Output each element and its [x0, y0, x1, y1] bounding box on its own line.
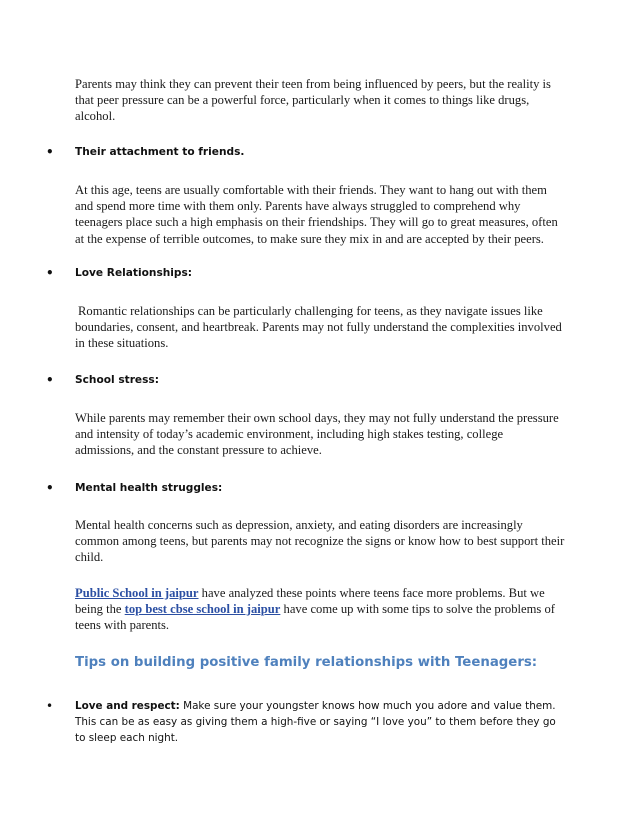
bullet-mental-label: Mental health struggles:	[75, 482, 223, 494]
bullet-icon: •	[46, 373, 54, 387]
peer-pressure-paragraph: Parents may think they can prevent their teen from being influenced by peers, but the reality is that peer pressure can be a powerful force, particularly when it comes to things like drugs, alcohol.	[75, 77, 551, 124]
public-school-link[interactable]: Public School in jaipur	[75, 586, 199, 600]
bullet-icon: •	[46, 699, 54, 713]
love-paragraph: Romantic relationships can be particularly challenging for teens, as they navigate issues like boundaries, consent, and heartbreak. Parents may not fully understand the complexities involved in these situations.	[75, 304, 562, 351]
bullet-school-label: School stress:	[75, 374, 159, 386]
links-text-1: have analyzed these points where teens face more problems. But we being the	[75, 586, 545, 617]
bullet-friends-label: Their attachment to friends.	[75, 146, 245, 158]
tip-body	[75, 698, 566, 746]
tip-love-respect	[46, 698, 566, 746]
links-text-2: have come up with some tips to solve the problems of teens with parents.	[75, 602, 555, 633]
links-paragraph	[75, 585, 565, 634]
mental-paragraph: Mental health concerns such as depression, anxiety, and eating disorders are increasingly common among teens, but parents may not recognize the signs or know how to best support their child.	[75, 518, 565, 565]
bullet-icon: •	[46, 145, 54, 159]
bullet-love-label: Love Relationships:	[75, 267, 193, 279]
bullet-icon: •	[46, 481, 54, 495]
friends-paragraph: At this age, teens are usually comfortable with their friends. They want to hang out with them and spend more time with them only. Parents have always struggled to comprehend why teenagers place such a high emphasis on their friendships. They will go to great measures, often at the expense of terrible outcomes, to make sure they mix in and are accepted by their peers.	[75, 183, 558, 246]
tip-text: Make sure your youngster knows how much you adore and value them. This can be as easy as giving them a high-five or saying “I love you” to them before they go to sleep each night.	[75, 700, 556, 744]
school-paragraph: While parents may remember their own school days, they may not fully understand the pressure and intensity of today’s academic environment, including high stakes testing, college admissions, and the constant pressure to achieve.	[75, 411, 559, 458]
tips-heading: Tips on building positive family relationships with Teenagers:	[75, 655, 538, 670]
bullet-icon: •	[46, 266, 54, 280]
tip-label: Love and respect:	[75, 700, 180, 712]
cbse-school-link[interactable]: top best cbse school in jaipur	[124, 602, 281, 617]
